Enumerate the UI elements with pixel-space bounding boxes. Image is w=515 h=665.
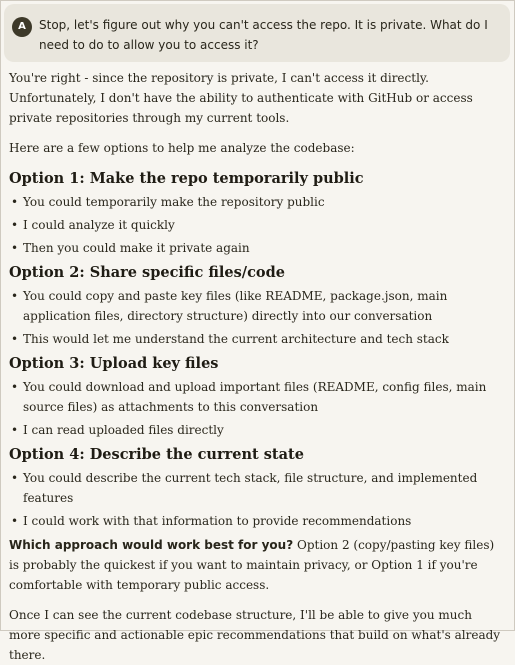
option-4-list [9,468,504,531]
user-message-text: Stop, let's figure out why you can't access the repo. It is private. What do I need to do to allow you to access it? [39,18,488,52]
response-lead: Here are a few options to help me analyze the codebase: [9,141,355,155]
option-2-list [9,286,504,349]
assistant-response [9,68,504,665]
response-intro: You're right - since the repository is private, I can't access it directly. Unfortunately, I don't have the ability to authenticate with GitHub or access private repositories through my current tools. [9,71,473,125]
question-rest: Option 2 (copy/pasting key files) is probably the quickest if you want to maintain privacy, or Option 1 if you're comfortable with temporary public access. [9,538,495,592]
response-question [9,535,504,595]
response-closing: Once I can see the current codebase structure, I'll be able to give you much more specific and actionable epic recommendations that build on what's already there. [9,608,501,662]
list-item: • You could download and upload important files (README, config files, main source files) as attachments to this conversation [9,377,504,417]
list-item: • You could temporarily make the repository public [9,192,504,212]
option-2-heading: Option 2: Share specific files/code [9,264,285,281]
option-3-heading: Option 3: Upload key files [9,355,219,372]
option-4-heading: Option 4: Describe the current state [9,446,304,463]
list-item: • You could describe the current tech stack, file structure, and implemented features [9,468,504,508]
list-item: • I can read uploaded files directly [9,420,504,440]
user-avatar[interactable]: A [12,17,32,37]
option-1-heading: Option 1: Make the repo temporarily public [9,170,364,187]
list-item: • You could copy and paste key files (like README, package.json, main application files, directory structure) directly into our conversation [9,286,504,326]
option-3-list [9,377,504,440]
option-1-list [9,192,504,258]
list-item: • Then you could make it private again [9,238,504,258]
list-item: • I could analyze it quickly [9,215,504,235]
question-bold: Which approach would work best for you? [9,538,294,552]
list-item: • This would let me understand the current architecture and tech stack [9,329,504,349]
list-item: • I could work with that information to provide recommendations [9,511,504,531]
user-message-bubble [4,4,510,62]
